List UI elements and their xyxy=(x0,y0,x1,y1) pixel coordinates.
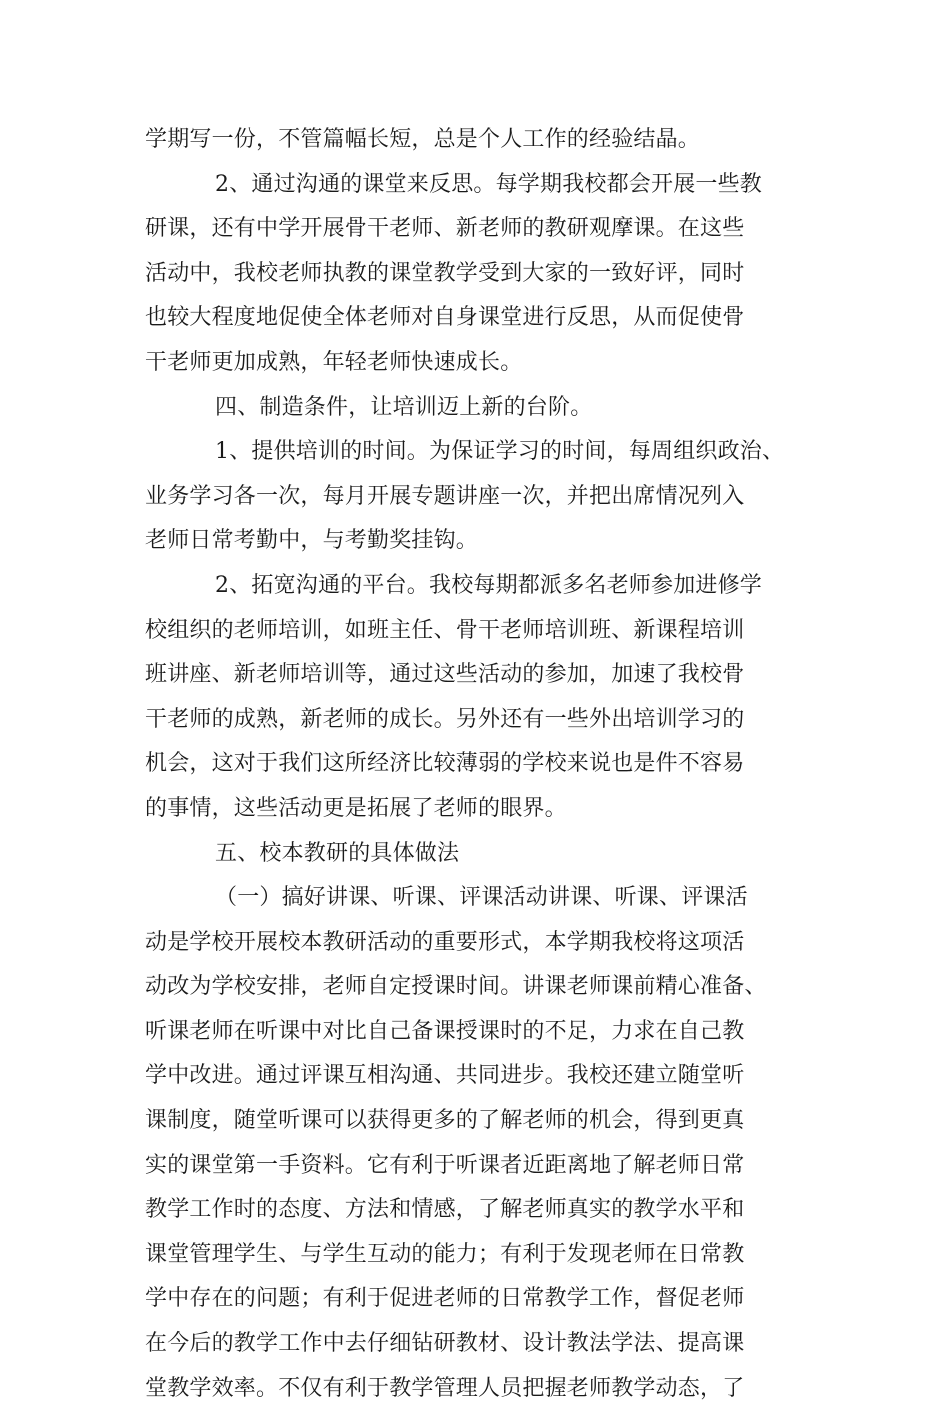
text-line: 动改为学校安排，老师自定授课时间。讲课老师课前精心准备、 xyxy=(145,974,767,1000)
text-line: 校组织的老师培训，如班主任、骨干老师培训班、新课程培训 xyxy=(145,617,745,643)
text-line: 在今后的教学工作中去仔细钻研教材、设计教法学法、提高课 xyxy=(145,1331,745,1357)
text-line: 课堂管理学生、与学生互动的能力；有利于发现老师在日常教 xyxy=(145,1241,745,1267)
text-line: 班讲座、新老师培训等，通过这些活动的参加，加速了我校骨 xyxy=(145,662,745,688)
text-line: 学期写一份，不管篇幅长短，总是个人工作的经验结晶。 xyxy=(145,127,701,152)
text-line: 1、提供培训的时间。为保证学习的时间，每周组织政治、 xyxy=(215,439,785,465)
text-line: 课制度，随堂听课可以获得更多的了解老师的机会，得到更真 xyxy=(145,1108,745,1134)
text-line: 实的课堂第一手资料。它有利于听课者近距离地了解老师日常 xyxy=(145,1152,745,1178)
section-heading: 四、制造条件，让培训迈上新的台阶。 xyxy=(215,394,593,420)
text-line: 教学工作时的态度、方法和情感，了解老师真实的教学水平和 xyxy=(145,1197,745,1223)
text-line: 学中改进。通过评课互相沟通、共同进步。我校还建立随堂听 xyxy=(145,1063,745,1089)
document-page xyxy=(145,118,835,1411)
text-line: 研课，还有中学开展骨干老师、新老师的教研观摩课。在这些 xyxy=(145,216,745,242)
text-line: 的事情，这些活动更是拓展了老师的眼界。 xyxy=(145,795,567,821)
text-line: 干老师的成熟，新老师的成长。另外还有一些外出培训学习的 xyxy=(145,706,745,732)
text-line: （一）搞好讲课、听课、评课活动讲课、听课、评课活 xyxy=(215,885,748,911)
text-line: 堂教学效率。不仅有利于教学管理人员把握老师教学动态，了 xyxy=(145,1375,745,1401)
text-line: 学中存在的问题；有利于促进老师的日常教学工作，督促老师 xyxy=(145,1286,745,1312)
text-line: 2、拓宽沟通的平台。我校每期都派多名老师参加进修学 xyxy=(215,572,762,598)
text-line: 也较大程度地促使全体老师对自身课堂进行反思，从而促使骨 xyxy=(145,305,745,331)
text-line: 业务学习各一次，每月开展专题讲座一次，并把出席情况列入 xyxy=(145,483,745,509)
text-line: 听课老师在听课中对比自己备课授课时的不足，力求在自己教 xyxy=(145,1018,745,1044)
text-line: 干老师更加成熟，年轻老师快速成长。 xyxy=(145,349,523,375)
text-line: 动是学校开展校本教研活动的重要形式，本学期我校将这项活 xyxy=(145,929,745,955)
text-line: 2、通过沟通的课堂来反思。每学期我校都会开展一些教 xyxy=(215,171,762,197)
text-line: 机会，这对于我们这所经济比较薄弱的学校来说也是件不容易 xyxy=(145,751,745,777)
text-line: 活动中，我校老师执教的课堂教学受到大家的一致好评，同时 xyxy=(145,260,745,286)
section-heading: 五、校本教研的具体做法 xyxy=(215,840,460,866)
text-line: 老师日常考勤中，与考勤奖挂钩。 xyxy=(145,528,479,554)
